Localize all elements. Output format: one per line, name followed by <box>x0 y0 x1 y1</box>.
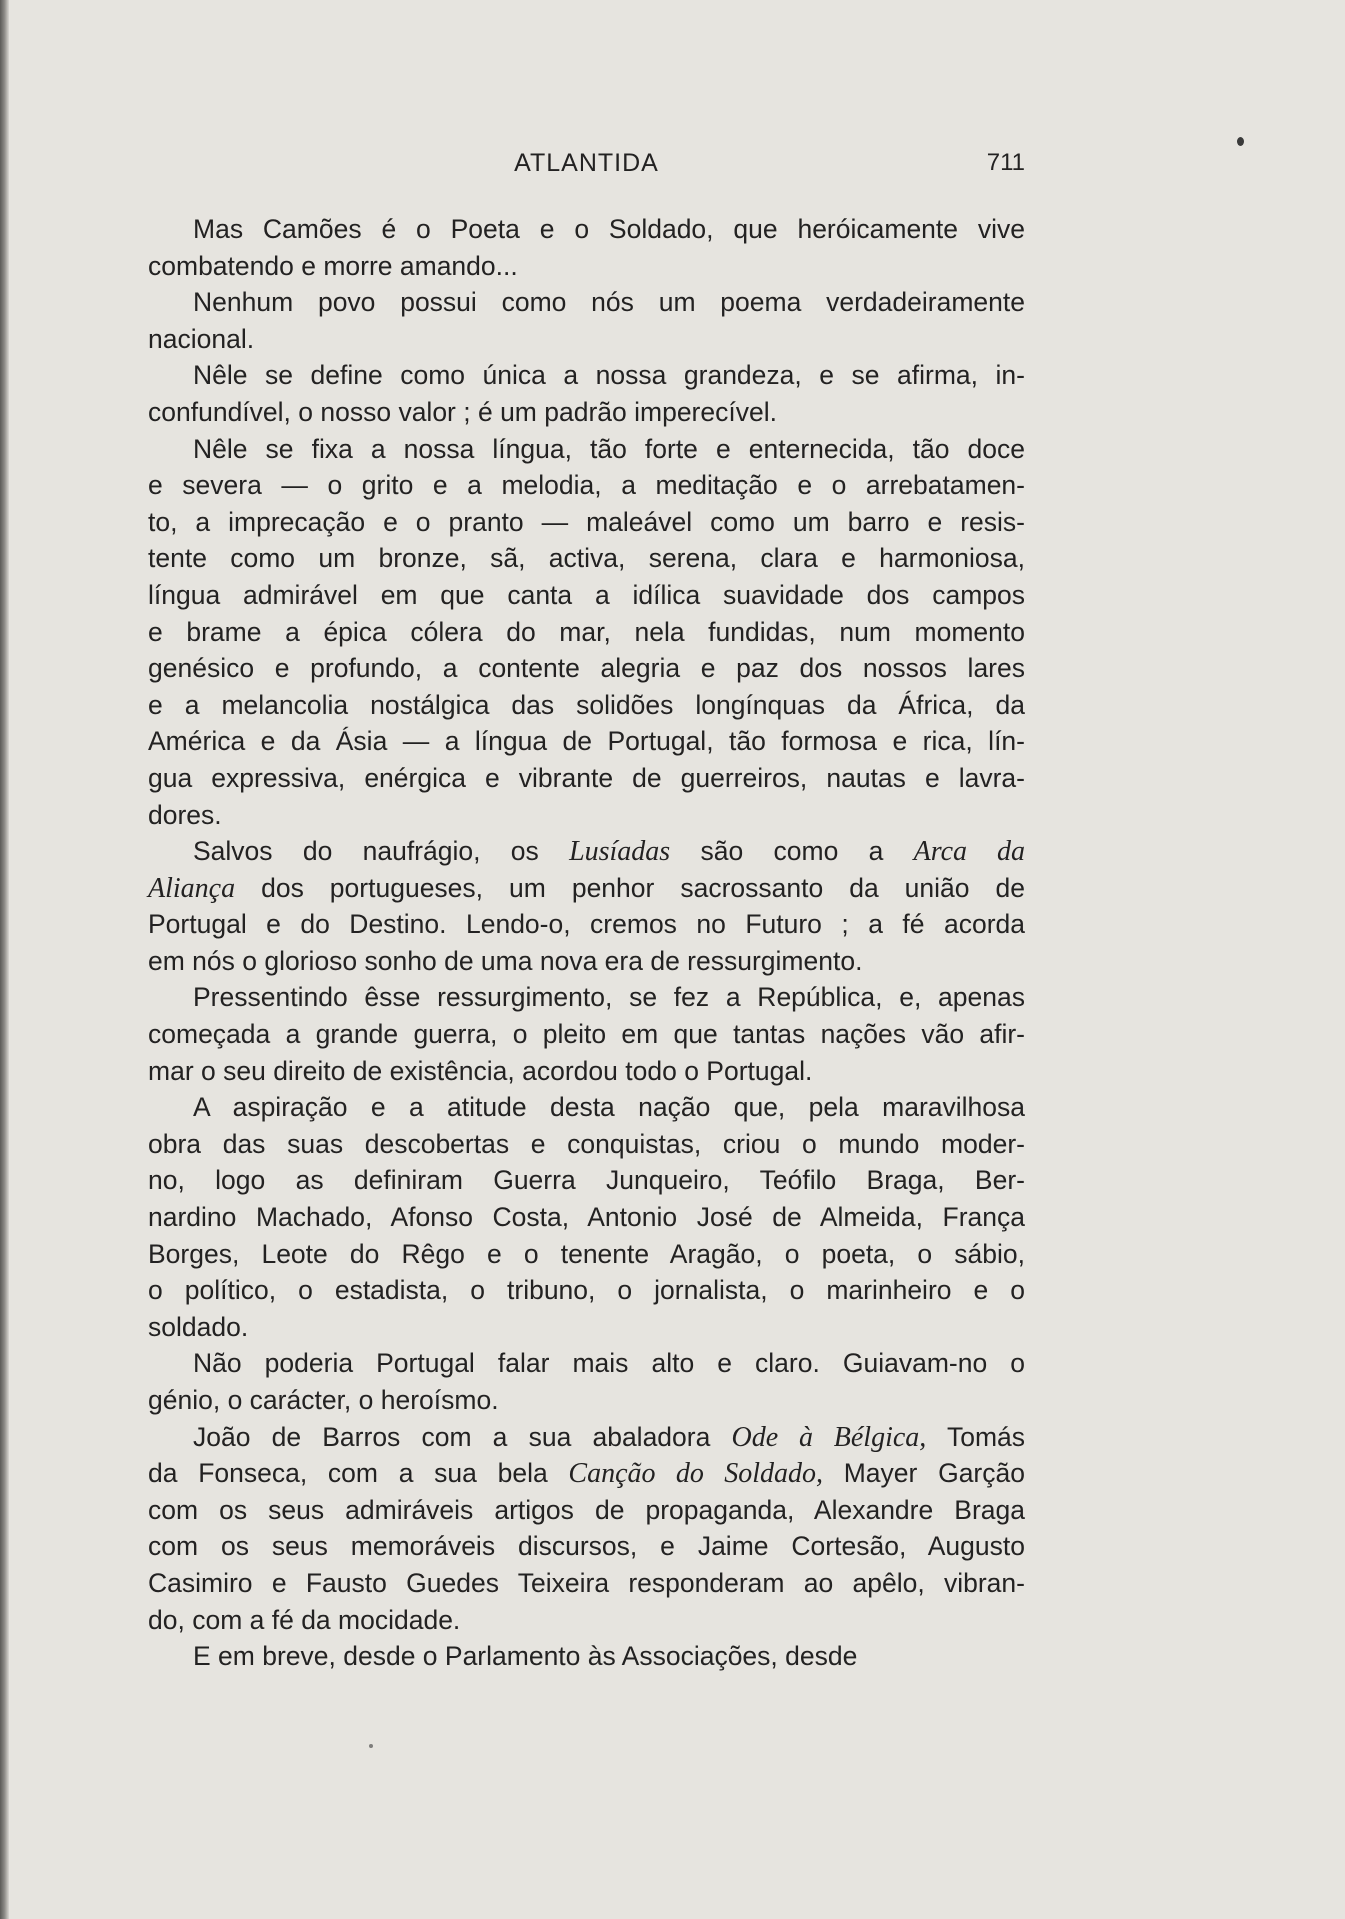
text-run: Nêle se define como única a nossa grandeza, e se afirma, in- <box>193 360 1025 391</box>
text-run: e brame a épica cólera do mar, nela fundidas, num momento <box>148 616 1025 647</box>
text-line <box>148 1053 1025 1090</box>
text-run: Nenhum povo possui como nós um poema verdadeiramente <box>193 287 1025 318</box>
text-run: com os seus memoráveis discursos, e Jaime Cortesão, Augusto <box>148 1531 1025 1562</box>
text-line <box>148 211 1025 248</box>
ink-speck <box>1237 137 1244 146</box>
italic-title: Canção do Soldado, <box>568 1458 824 1490</box>
body-text <box>148 211 1025 1675</box>
text-run: dos portugueses, um penhor sacrossanto da união de <box>235 872 1025 903</box>
text-line <box>148 284 1025 321</box>
text-line <box>148 1602 1025 1639</box>
ink-speck <box>369 1744 373 1748</box>
italic-title: Aliança <box>148 872 236 904</box>
text-run: A aspiração e a atitude desta nação que, pela maravilhosa <box>193 1092 1025 1123</box>
text-line <box>148 1089 1025 1126</box>
text-line <box>148 431 1025 468</box>
text-run: combatendo e morre amando... <box>148 250 518 281</box>
text-line <box>148 906 1025 943</box>
text-line <box>148 1272 1025 1309</box>
text-line <box>148 1419 1025 1456</box>
text-run: começada a grande guerra, o pleito em que tantas nações vão afir- <box>148 1019 1025 1050</box>
text-line <box>148 321 1025 358</box>
text-line <box>148 1345 1025 1382</box>
text-run: do, com a fé da mocidade. <box>148 1604 461 1635</box>
text-line <box>148 833 1025 870</box>
text-run: Mas Camões é o Poeta e o Soldado, que heróicamente vive <box>193 214 1025 244</box>
text-line <box>148 614 1025 651</box>
text-run: Tomás <box>926 1421 1026 1452</box>
text-line <box>148 797 1025 834</box>
text-line <box>148 943 1025 980</box>
text-line <box>148 1492 1025 1529</box>
text-line <box>148 1638 1025 1675</box>
text-run: América e da Ásia — a língua de Portugal, tão formosa e rica, lín- <box>148 726 1025 757</box>
text-run: no, logo as definiram Guerra Junqueiro, Teófilo Braga, Ber- <box>148 1165 1025 1196</box>
text-line <box>148 1382 1025 1419</box>
text-line <box>148 1309 1025 1346</box>
text-line <box>148 1126 1025 1163</box>
text-run: confundível, o nosso valor ; é um padrão imperecível. <box>148 396 777 427</box>
text-run: João de Barros com a sua abaladora <box>193 1421 732 1452</box>
text-run: Portugal e do Destino. Lendo-o, cremos no Futuro ; a fé acorda <box>148 909 1025 940</box>
text-run: E em breve, desde o Parlamento às Associações, desde <box>193 1641 858 1672</box>
text-run: génio, o carácter, o heroísmo. <box>148 1385 499 1415</box>
text-line <box>148 1565 1025 1602</box>
text-line <box>148 1016 1025 1053</box>
italic-title: Arca da <box>913 836 1025 868</box>
text-line <box>148 1528 1025 1565</box>
text-run: nardino Machado, Afonso Costa, Antonio José de Almeida, França <box>148 1202 1025 1233</box>
text-line <box>148 467 1025 504</box>
page-number: 711 <box>986 149 1025 176</box>
text-run: Não poderia Portugal falar mais alto e claro. Guiavam-no o <box>193 1348 1025 1379</box>
text-run: nacional. <box>148 323 255 354</box>
text-line <box>148 357 1025 394</box>
page-edge <box>0 0 9 1919</box>
text-run: mar o seu direito de existência, acordou todo o Portugal. <box>148 1055 813 1086</box>
text-line <box>148 687 1025 724</box>
text-line <box>148 650 1025 687</box>
text-line <box>148 504 1025 541</box>
text-run: Casimiro e Fausto Guedes Teixeira responderam ao apêlo, vibran- <box>148 1567 1025 1598</box>
text-run: e a melancolia nostálgica das solidões longínquas da África, da <box>148 689 1025 720</box>
text-line <box>148 870 1025 907</box>
text-line <box>148 1455 1025 1492</box>
text-run: Salvos do naufrágio, os <box>193 836 570 867</box>
text-run: com os seus admiráveis artigos de propaganda, Alexandre Braga <box>148 1494 1025 1525</box>
text-line <box>148 394 1025 431</box>
text-line <box>148 723 1025 760</box>
text-run: língua admirável em que canta a idílica suavidade dos campos <box>148 579 1025 610</box>
text-line <box>148 1236 1025 1273</box>
text-line <box>148 1162 1025 1199</box>
text-run: genésico e profundo, a contente alegria e paz dos nossos lares <box>148 653 1025 684</box>
text-run: Mayer Garção <box>823 1458 1025 1489</box>
text-line <box>148 540 1025 577</box>
text-line <box>148 248 1025 285</box>
text-run: Nêle se fixa a nossa língua, tão forte e enternecida, tão doce <box>193 433 1025 464</box>
text-line <box>148 1199 1025 1236</box>
text-run: Pressentindo êsse ressurgimento, se fez a República, e, apenas <box>193 982 1025 1013</box>
text-run: soldado. <box>148 1311 249 1342</box>
text-run: tente como um bronze, sã, activa, serena, clara e harmoniosa, <box>148 543 1025 574</box>
italic-title: Lusíadas <box>569 836 671 868</box>
page-header <box>148 146 1025 180</box>
text-run: e severa — o grito e a melodia, a meditação e o arrebatamen- <box>148 470 1025 501</box>
text-run: gua expressiva, enérgica e vibrante de guerreiros, nautas e lavra- <box>148 762 1025 793</box>
text-run: em nós o glorioso sonho de uma nova era de ressurgimento. <box>148 945 863 976</box>
running-title: ATLANTIDA <box>514 149 659 177</box>
text-run: Borges, Leote do Rêgo e o tenente Aragão, o poeta, o sábio, <box>148 1238 1025 1269</box>
text-run: da Fonseca, com a sua bela <box>148 1458 569 1489</box>
text-run: obra das suas descobertas e conquistas, criou o mundo moder- <box>148 1128 1025 1159</box>
text-run: to, a imprecação e o pranto — maleável como um barro e resis- <box>148 506 1025 537</box>
text-line <box>148 577 1025 614</box>
text-run: dores. <box>148 799 222 830</box>
text-line <box>148 979 1025 1016</box>
text-run: são como a <box>670 836 914 867</box>
text-line <box>148 760 1025 797</box>
italic-title: Ode à Bélgica, <box>731 1421 927 1453</box>
text-run: o político, o estadista, o tribuno, o jornalista, o marinheiro e o <box>148 1275 1025 1306</box>
